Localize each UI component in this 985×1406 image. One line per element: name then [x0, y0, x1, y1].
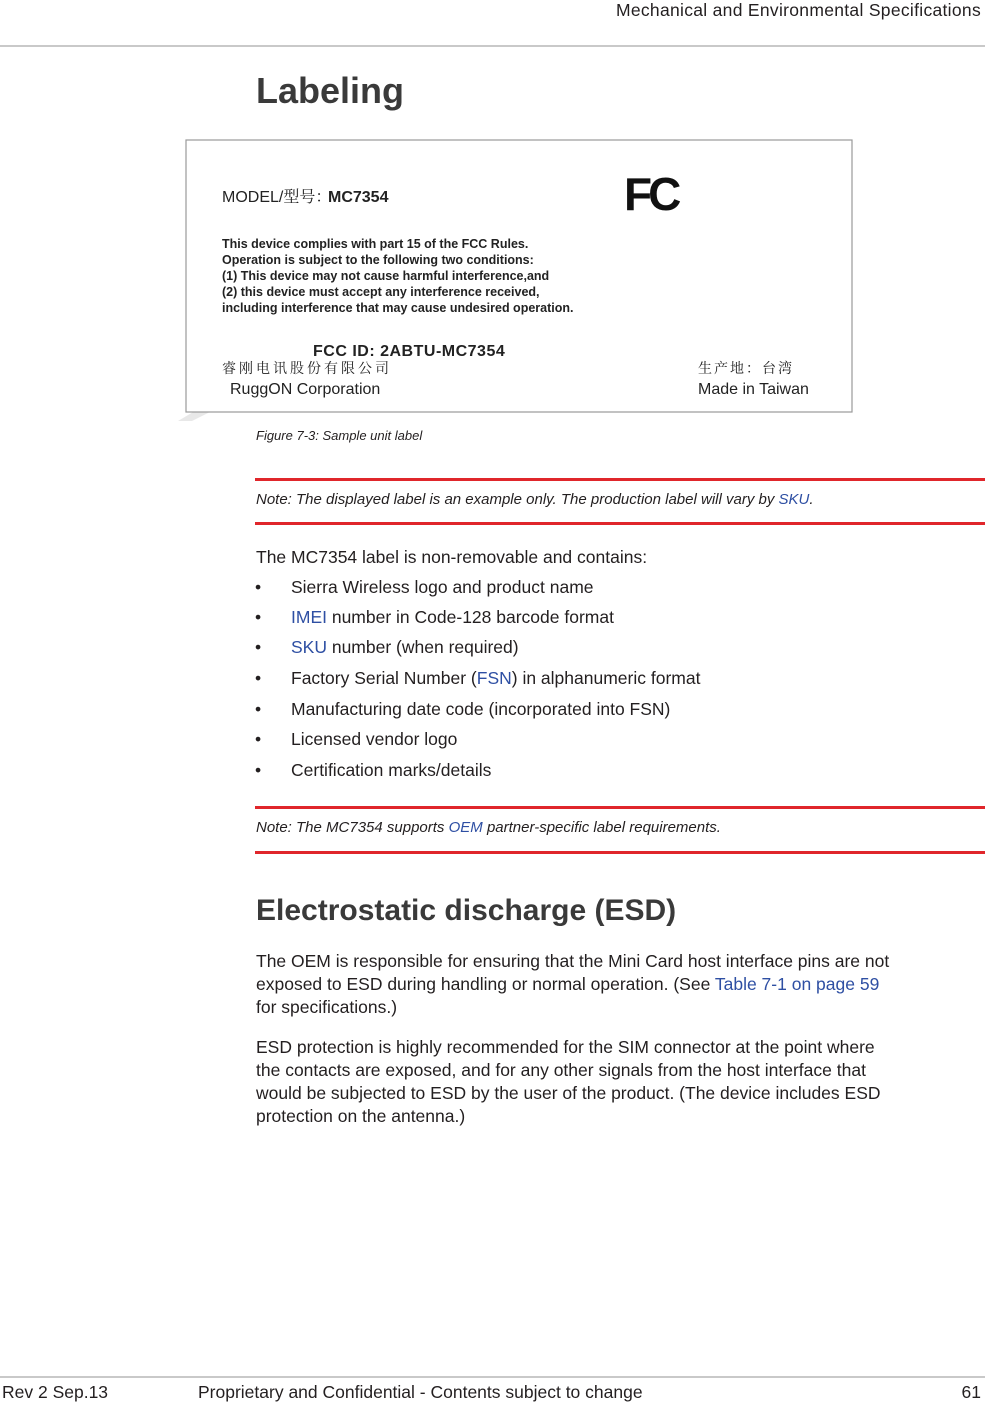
imei-link[interactable]: IMEI: [291, 607, 327, 627]
sample-unit-label-figure: [178, 132, 862, 421]
table-7-1-link[interactable]: Table 7-1 on page 59: [714, 974, 880, 994]
footer-confidential: Proprietary and Confidential - Contents subject to change: [198, 1382, 643, 1402]
esd-paragraph-2: [256, 1036, 985, 1128]
note-rule-bottom: [255, 851, 985, 854]
bullet-marker: •: [255, 577, 262, 597]
oem-link[interactable]: OEM: [448, 819, 483, 836]
paragraph-line: ESD protection is highly recommended for the SIM connector at the point where: [256, 1037, 875, 1057]
header-rule: [0, 45, 985, 47]
paragraph-line: for specifications.): [256, 997, 398, 1017]
label-fcc-id: FCC ID: 2ABTU-MC7354: [313, 343, 506, 360]
label-model-value: MC7354: [328, 189, 389, 206]
footer-rule: [0, 1376, 985, 1378]
bullet-marker: •: [255, 637, 262, 657]
list-item-text: Sierra Wireless logo and product name: [291, 577, 594, 597]
list-item-text: number (when required): [326, 637, 519, 657]
paragraph-line: The OEM is responsible for ensuring that the Mini Card host interface pins are not: [256, 951, 890, 971]
note-oem: [256, 819, 721, 836]
list-item: [291, 637, 519, 658]
list-item: [291, 577, 594, 598]
label-compliance-line: This device complies with part 15 of the FCC Rules.: [222, 237, 529, 251]
list-item-text: ) in alphanumeric format: [511, 668, 701, 688]
sku-link[interactable]: SKU: [291, 637, 327, 657]
running-header: Mechanical and Environmental Specifications: [615, 0, 981, 20]
list-item-text: Licensed vendor logo: [291, 729, 458, 749]
fcc-logo: [624, 168, 680, 220]
list-item-text: Certification marks/details: [291, 760, 492, 780]
list-item-text: Factory Serial Number (: [291, 668, 477, 688]
sku-link[interactable]: SKU: [778, 491, 810, 508]
label-compliance-line: (2) this device must accept any interference received,: [222, 285, 540, 299]
list-item: [291, 668, 700, 689]
note-text-end: .: [809, 491, 814, 508]
paragraph-line: would be subjected to ESD by the user of the product. (The device includes ESD: [256, 1083, 881, 1103]
bullet-marker: •: [255, 607, 262, 627]
label-origin-en: Made in Taiwan: [698, 381, 809, 398]
bullet-marker: •: [255, 668, 262, 688]
page-number: 61: [961, 1382, 981, 1402]
fcc-logo-text: FC: [624, 168, 678, 220]
list-item: [291, 760, 491, 781]
note-text: Note: The displayed label is an example only. The production label will vary by: [256, 491, 779, 508]
label-image: [178, 132, 862, 421]
label-compliance-line: Operation is subject to the following two conditions:: [222, 253, 534, 267]
label-company-en: RuggON Corporation: [230, 381, 381, 398]
note-sku: [256, 491, 814, 508]
list-item: [291, 699, 670, 720]
paragraph-line: [256, 973, 985, 996]
figure-caption: Figure 7-3: Sample unit label: [256, 428, 423, 443]
label-contents-intro: The MC7354 label is non-removable and contains:: [256, 547, 648, 567]
note-rule-top: [255, 806, 985, 809]
note-text: Note: The MC7354 supports: [256, 819, 449, 836]
paragraph-line: protection on the antenna.): [256, 1106, 466, 1126]
list-item: [291, 729, 457, 750]
label-compliance-line: (1) This device may not cause harmful interference,and: [222, 269, 550, 283]
footer-revision: Rev 2 Sep.13: [2, 1382, 109, 1402]
section-title-labeling: Labeling: [256, 70, 405, 111]
bullet-marker: •: [255, 699, 262, 719]
section-title-esd: Electrostatic discharge (ESD): [256, 894, 677, 927]
label-company-cn: 睿刚电讯股份有限公司: [222, 360, 392, 376]
note-text-end: partner-specific label requirements.: [482, 819, 721, 836]
esd-paragraph-1: [256, 950, 985, 1019]
list-item-text: number in Code-128 barcode format: [326, 607, 614, 627]
fsn-link[interactable]: FSN: [476, 668, 512, 688]
bullet-marker: •: [255, 729, 262, 749]
list-item-text: Manufacturing date code (incorporated into FSN): [291, 699, 671, 719]
note-rule-top: [255, 478, 985, 481]
paragraph-text: exposed to ESD during handling or normal operation. (See: [256, 974, 715, 994]
paragraph-line: the contacts are exposed, and for any other signals from the host interface that: [256, 1060, 866, 1080]
label-origin-cn: 生产地：台湾: [698, 360, 794, 376]
list-item: [291, 607, 614, 628]
label-model-prefix: MODEL/型号：: [222, 189, 332, 206]
label-compliance-line: including interference that may cause undesired operation.: [222, 301, 574, 315]
note-rule-bottom: [255, 522, 985, 525]
bullet-marker: •: [255, 760, 262, 780]
